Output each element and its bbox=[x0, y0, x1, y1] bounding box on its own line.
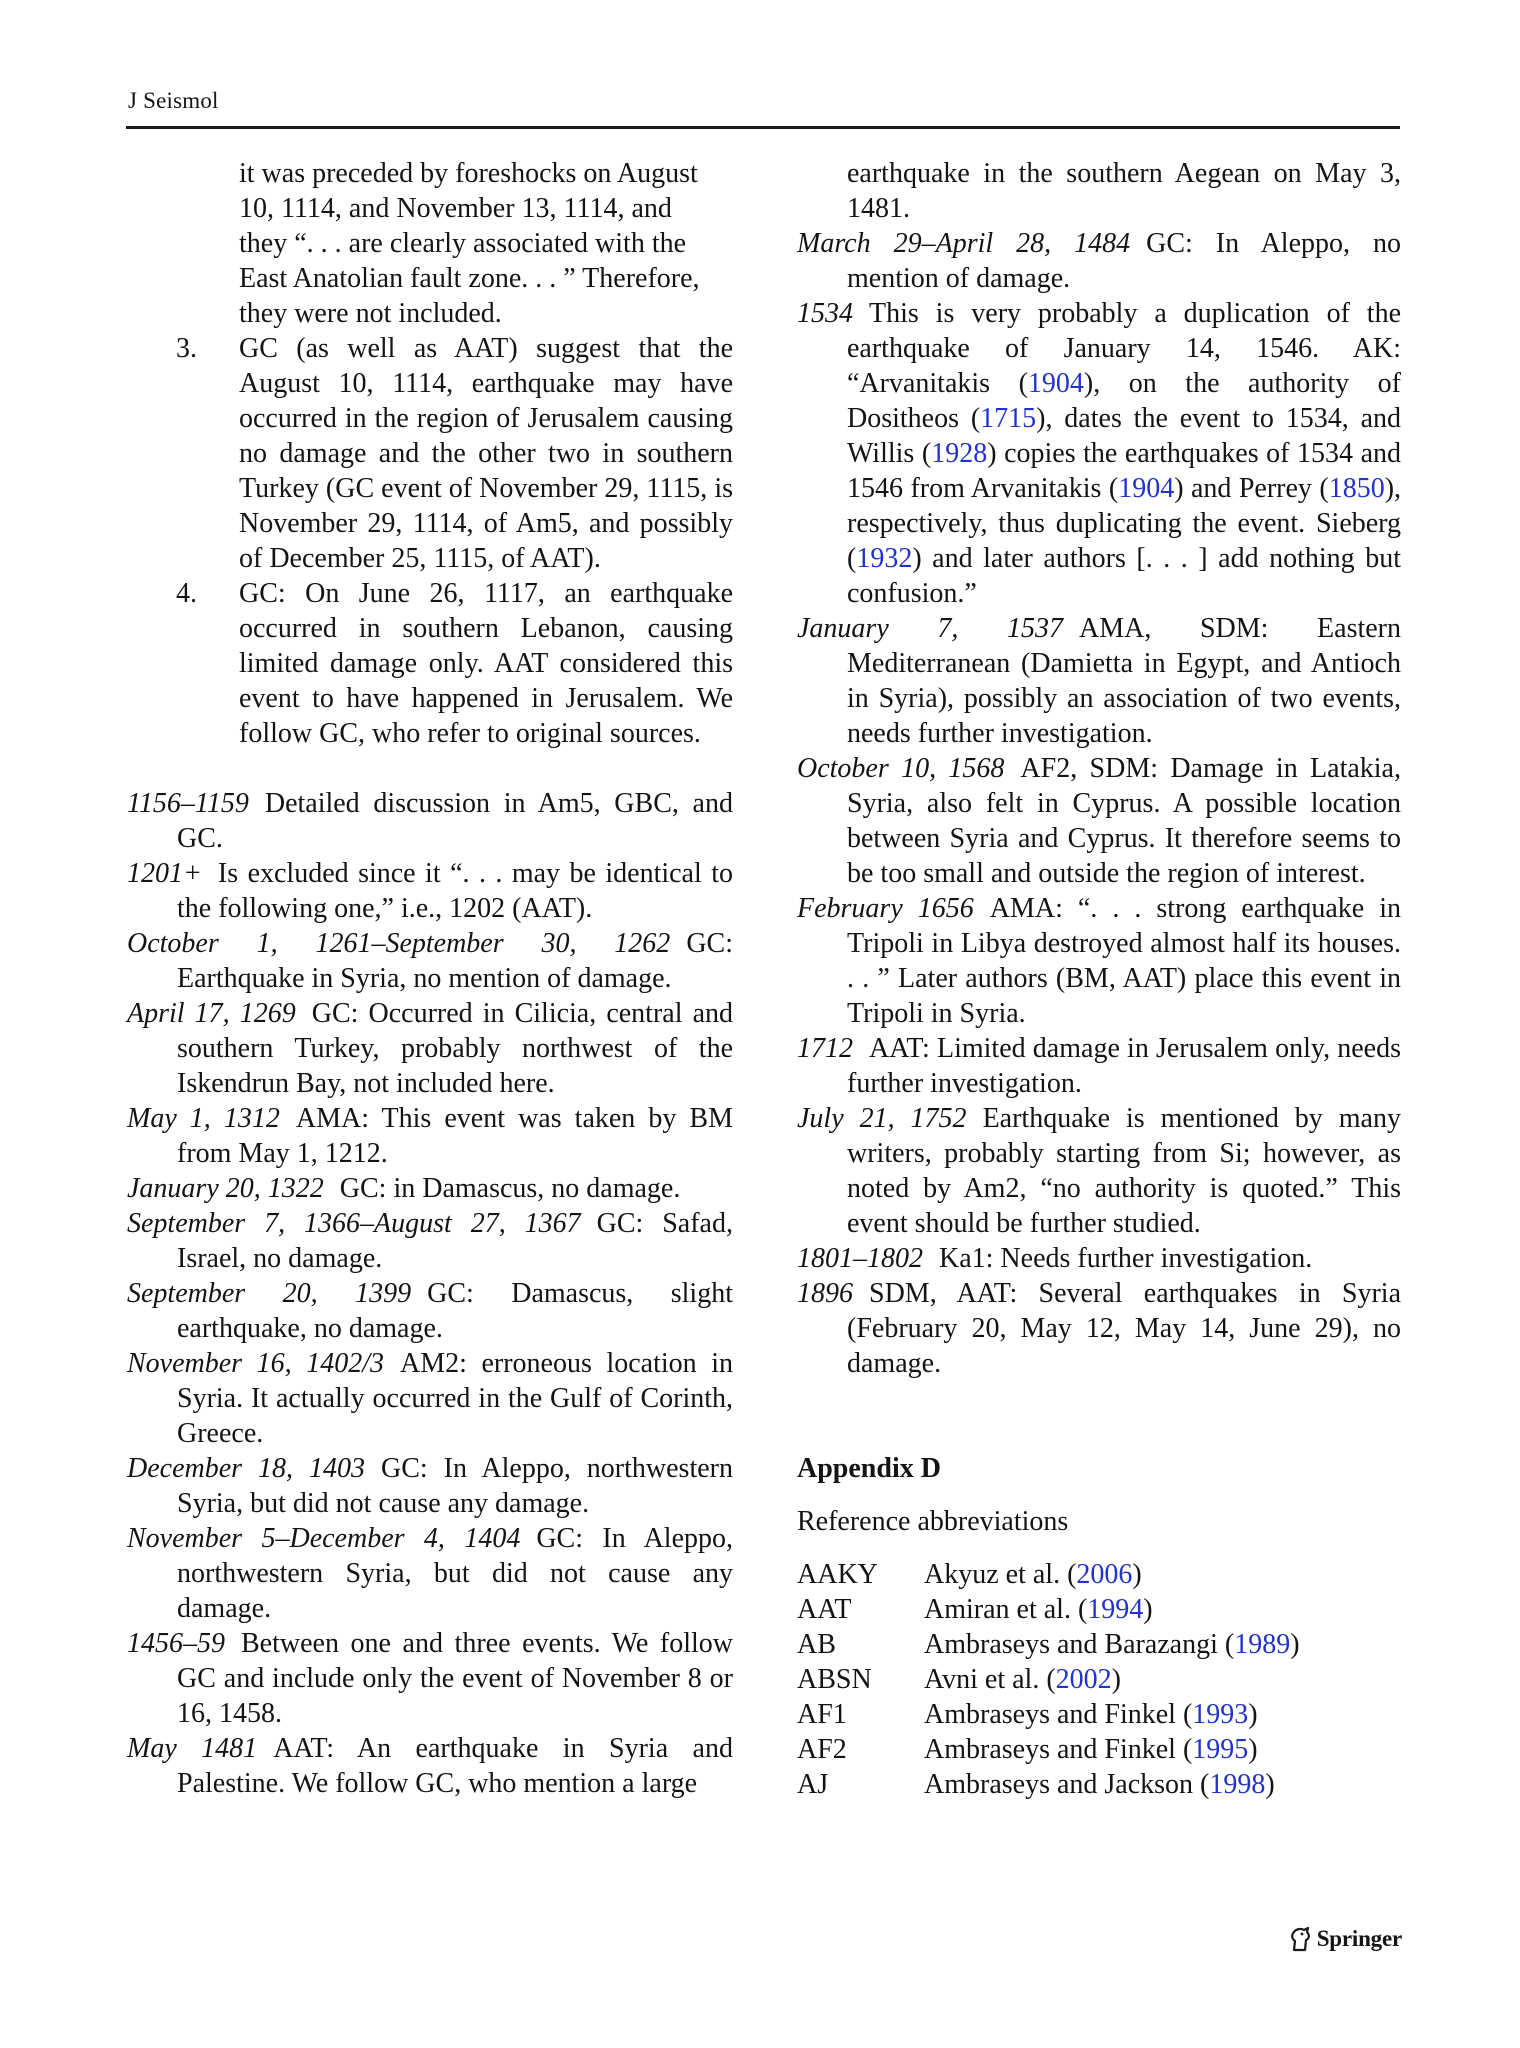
catalog-entry bbox=[797, 1101, 1401, 1241]
citation-link[interactable]: 1850 bbox=[1328, 473, 1385, 504]
abbreviation-row bbox=[797, 1592, 1401, 1627]
citation-link[interactable]: 2006 bbox=[1076, 1559, 1133, 1590]
citation-link[interactable]: 1989 bbox=[1234, 1629, 1291, 1660]
entry-text: GC: In Aleppo, no mention of damage. bbox=[847, 228, 1401, 294]
reference-close: ) bbox=[1248, 1734, 1258, 1765]
entry-date: May 1, 1312 bbox=[127, 1103, 280, 1134]
entry-date: February 1656 bbox=[797, 893, 974, 924]
entry-text-part: ), on the authority of Dositheos ( bbox=[847, 368, 1401, 434]
reference-close: ) bbox=[1111, 1664, 1121, 1695]
catalog-entry bbox=[797, 1276, 1401, 1381]
entry-date: 1801–1802 bbox=[797, 1243, 923, 1274]
entry-text: GC: Occurred in Cilicia, central and southern Turkey, probably northwest of the Iskendrun Bay, not included here. bbox=[177, 998, 733, 1099]
catalog-entry bbox=[127, 1171, 733, 1206]
publisher-name: Springer bbox=[1316, 1926, 1402, 1951]
right-column bbox=[797, 156, 1401, 1802]
catalog-entry bbox=[127, 1731, 733, 1801]
citation-link[interactable]: 1715 bbox=[980, 403, 1037, 434]
reference-authors: Akyuz et al. ( bbox=[924, 1559, 1077, 1590]
reference-close: ) bbox=[1248, 1699, 1258, 1730]
entry-date: 1456–59 bbox=[127, 1628, 225, 1659]
reference-authors: Amiran et al. ( bbox=[924, 1594, 1088, 1625]
entry-text: GC: Safad, Israel, no damage. bbox=[177, 1208, 733, 1274]
numbered-item-4 bbox=[127, 576, 733, 751]
catalog-entry bbox=[797, 226, 1401, 296]
entry-date: January 7, 1537 bbox=[797, 613, 1063, 644]
reference-text bbox=[924, 1767, 1275, 1802]
entry-date: December 18, 1403 bbox=[127, 1453, 365, 1484]
abbreviation-key: AF1 bbox=[797, 1699, 847, 1730]
reference-text bbox=[924, 1557, 1142, 1592]
text-line: they were not included. bbox=[239, 298, 502, 329]
abbreviation-row bbox=[797, 1662, 1401, 1697]
entry-text: Earthquake is mentioned by many writers, probably starting from Si; however, as noted by Am2, “no authority is quoted.” This event should be further studied. bbox=[847, 1103, 1401, 1239]
appendix-heading: Appendix D bbox=[797, 1453, 941, 1484]
entry-text: AM2: erroneous location in Syria. It actually occurred in the Gulf of Corinth, Greece. bbox=[177, 1348, 733, 1449]
entry-date: May 1481 bbox=[127, 1733, 258, 1764]
item-text: GC (as well as AAT) suggest that the August 10, 1114, earthquake may have occurred in the region of Jerusalem causing no damage and the other two in southern Turkey (GC event of November 29, 1115, is November 29, 1114, of Am5, and possibly of December 25, 1115, of AAT). bbox=[239, 333, 733, 574]
entry-text: AMA: This event was taken by BM from May 1, 1212. bbox=[177, 1103, 733, 1169]
entry-text: Between one and three events. We follow GC and include only the event of November 8 or 16, 1458. bbox=[177, 1628, 733, 1729]
citation-link[interactable]: 2002 bbox=[1055, 1664, 1112, 1695]
reference-close: ) bbox=[1143, 1594, 1153, 1625]
continued-item-2 bbox=[127, 156, 733, 331]
catalog-entry bbox=[127, 1626, 733, 1731]
entry-date: November 5–December 4, 1404 bbox=[127, 1523, 521, 1554]
publisher-logo bbox=[1288, 1926, 1402, 1952]
entry-text-part: ), respectively, thus duplicating the event. Sieberg ( bbox=[847, 473, 1402, 574]
catalog-entry bbox=[797, 611, 1401, 751]
catalog-entry bbox=[127, 1101, 733, 1171]
entry-text: AAT: Limited damage in Jerusalem only, needs further investigation. bbox=[847, 1033, 1401, 1099]
item-number: 4. bbox=[176, 578, 197, 609]
left-column bbox=[127, 156, 733, 1801]
catalog-entry bbox=[127, 1521, 733, 1626]
reference-close: ) bbox=[1265, 1769, 1275, 1800]
catalog-entry bbox=[127, 1276, 733, 1346]
reference-close: ) bbox=[1132, 1559, 1142, 1590]
entry-date: November 16, 1402/3 bbox=[127, 1348, 384, 1379]
entry-text-part: This is very probably a duplication of the earthquake of January 14, 1546. AK: “Arvanitakis ( bbox=[847, 298, 1401, 399]
abbreviation-key: ABSN bbox=[797, 1664, 872, 1695]
entry-date: 1534 bbox=[797, 298, 853, 329]
appendix-caption: Reference abbreviations bbox=[797, 1506, 1069, 1537]
citation-link[interactable]: 1904 bbox=[1027, 368, 1084, 399]
text-line: it was preceded by foreshocks on August bbox=[239, 158, 698, 189]
reference-text bbox=[924, 1732, 1258, 1767]
entry-text: AF2, SDM: Damage in Latakia, Syria, also felt in Cyprus. A possible location between Syria and Cyprus. It therefore seems to be too small and outside the region of interest. bbox=[847, 753, 1401, 889]
reference-text bbox=[924, 1592, 1153, 1627]
entry-text: GC: Earthquake in Syria, no mention of damage. bbox=[177, 928, 733, 994]
continued-entry: earthquake in the southern Aegean on May 3, 1481. bbox=[847, 158, 1401, 224]
text-line: they “. . . are clearly associated with the bbox=[239, 228, 687, 259]
springer-horse-icon bbox=[1288, 1926, 1312, 1952]
abbreviation-row bbox=[797, 1697, 1401, 1732]
citation-link[interactable]: 1993 bbox=[1192, 1699, 1249, 1730]
entry-date: October 10, 1568 bbox=[797, 753, 1005, 784]
abbreviation-key: AAKY bbox=[797, 1559, 878, 1590]
reference-authors: Ambraseys and Jackson ( bbox=[924, 1769, 1210, 1800]
citation-link[interactable]: 1995 bbox=[1192, 1734, 1249, 1765]
reference-text bbox=[924, 1627, 1300, 1662]
citation-link[interactable]: 1932 bbox=[856, 543, 913, 574]
citation-link[interactable]: 1998 bbox=[1209, 1769, 1266, 1800]
reference-authors: Ambraseys and Barazangi ( bbox=[924, 1629, 1235, 1660]
entry-date: 1712 bbox=[797, 1033, 853, 1064]
spacer bbox=[127, 751, 733, 786]
entry-text: GC: Damascus, slight earthquake, no damage. bbox=[177, 1278, 733, 1344]
catalog-entry bbox=[127, 996, 733, 1101]
item-text: GC: On June 26, 1117, an earthquake occurred in southern Lebanon, causing limited damage only. AAT considered this event to have happened in Jerusalem. We follow GC, who refer to original sources. bbox=[239, 578, 733, 749]
entry-date: September 7, 1366–August 27, 1367 bbox=[127, 1208, 581, 1239]
catalog-entry bbox=[127, 1451, 733, 1521]
catalog-entry bbox=[127, 926, 733, 996]
abbreviation-key: AF2 bbox=[797, 1734, 847, 1765]
reference-text bbox=[924, 1697, 1258, 1732]
entry-text: AAT: An earthquake in Syria and Palestine. We follow GC, who mention a large bbox=[177, 1733, 733, 1799]
entry-date: April 17, 1269 bbox=[127, 998, 296, 1029]
catalog-entry bbox=[797, 751, 1401, 891]
entry-date: July 21, 1752 bbox=[797, 1103, 967, 1134]
entry-text: GC: In Aleppo, northwestern Syria, but did not cause any damage. bbox=[177, 1453, 733, 1519]
entry-text: AMA: “. . . strong earthquake in Tripoli in Libya destroyed almost half its houses. . . ” Later authors (BM, AAT) place this event in Tripoli in Syria. bbox=[847, 893, 1401, 1029]
reference-text bbox=[924, 1662, 1121, 1697]
entry-text-part: ) copies the earthquakes of 1534 and 1546 from Arvanitakis ( bbox=[847, 438, 1401, 504]
entry-text: SDM, AAT: Several earthquakes in Syria (February 20, May 12, May 14, June 29), no damage. bbox=[847, 1278, 1401, 1379]
catalog-entry bbox=[797, 1241, 1401, 1276]
reference-authors: Ambraseys and Finkel ( bbox=[924, 1734, 1193, 1765]
catalog-entry bbox=[127, 1206, 733, 1276]
abbreviation-key: AJ bbox=[797, 1769, 829, 1800]
catalog-entry bbox=[797, 1031, 1401, 1101]
catalog-entry bbox=[127, 1346, 733, 1451]
catalog-entry bbox=[797, 891, 1401, 1031]
abbreviation-table bbox=[797, 1557, 1401, 1802]
abbreviation-row bbox=[797, 1767, 1401, 1802]
header-rule bbox=[126, 126, 1400, 129]
running-head: J Seismol bbox=[128, 88, 219, 113]
abbreviation-row bbox=[797, 1732, 1401, 1767]
entry-text: GC: in Damascus, no damage. bbox=[339, 1173, 681, 1204]
citation-link[interactable]: 1994 bbox=[1087, 1594, 1144, 1625]
catalog-entry bbox=[127, 856, 733, 926]
abbreviation-key: AAT bbox=[797, 1594, 852, 1625]
entry-date: March 29–April 28, 1484 bbox=[797, 228, 1131, 259]
abbreviation-key: AB bbox=[797, 1629, 836, 1660]
reference-authors: Ambraseys and Finkel ( bbox=[924, 1699, 1193, 1730]
entry-text-part: ), dates the event to 1534, and Willis ( bbox=[847, 403, 1402, 469]
catalog-entry bbox=[797, 296, 1401, 611]
text-line: 10, 1114, and November 13, 1114, and bbox=[239, 193, 672, 224]
citation-link[interactable]: 1928 bbox=[931, 438, 988, 469]
entry-date: September 20, 1399 bbox=[127, 1278, 412, 1309]
catalog-entry bbox=[127, 786, 733, 856]
numbered-item-3 bbox=[127, 331, 733, 576]
item-number: 3. bbox=[176, 333, 197, 364]
entry-text: AMA, SDM: Eastern Mediterranean (Damietta in Egypt, and Antioch in Syria), possibly an association of two events, needs further investigation. bbox=[847, 613, 1401, 749]
citation-link[interactable]: 1904 bbox=[1118, 473, 1175, 504]
entry-date: 1156–1159 bbox=[127, 788, 249, 819]
entry-text-part: ) and later authors [. . . ] add nothing but confusion.” bbox=[847, 543, 1401, 609]
text-line: East Anatolian fault zone. . . ” Therefore, bbox=[239, 263, 700, 294]
reference-close: ) bbox=[1290, 1629, 1300, 1660]
reference-authors: Avni et al. ( bbox=[924, 1664, 1056, 1695]
entry-text: GC: In Aleppo, northwestern Syria, but did not cause any damage. bbox=[177, 1523, 734, 1624]
entry-date: 1201+ bbox=[127, 858, 202, 889]
abbreviation-row bbox=[797, 1557, 1401, 1592]
entry-text: Detailed discussion in Am5, GBC, and GC. bbox=[177, 788, 733, 854]
entry-text-part: ) and Perrey ( bbox=[1174, 473, 1329, 504]
abbreviation-row bbox=[797, 1627, 1401, 1662]
entry-date: 1896 bbox=[797, 1278, 853, 1309]
entry-date: January 20, 1322 bbox=[127, 1173, 324, 1204]
entry-date: October 1, 1261–September 30, 1262 bbox=[127, 928, 671, 959]
entry-text: Is excluded since it “. . . may be identical to the following one,” i.e., 1202 (AAT). bbox=[177, 858, 733, 924]
entry-text: Ka1: Needs further investigation. bbox=[939, 1243, 1313, 1274]
